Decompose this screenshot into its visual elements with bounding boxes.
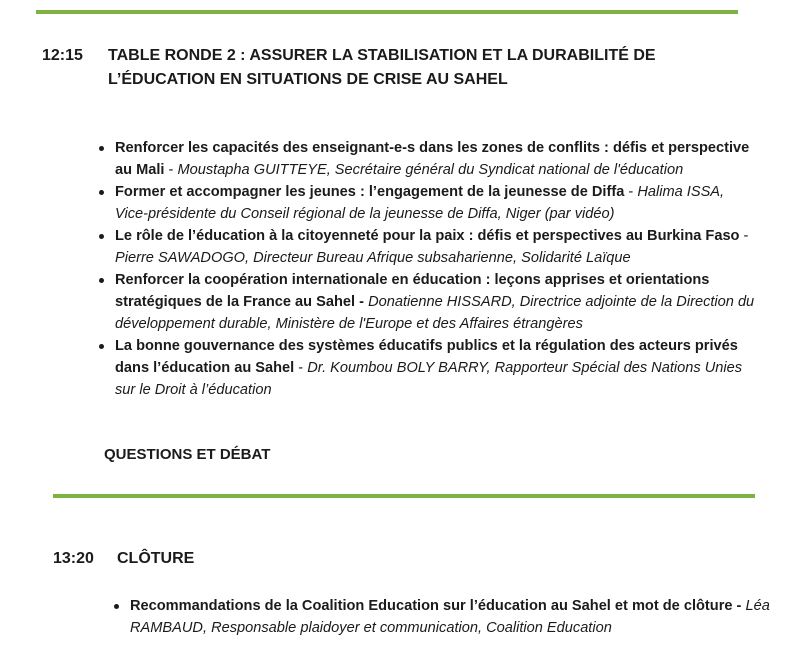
section-divider xyxy=(53,494,755,498)
talk-list xyxy=(130,595,770,639)
top-divider xyxy=(36,10,738,14)
talk-list xyxy=(115,137,755,401)
talk-separator: - xyxy=(739,228,749,244)
list-item xyxy=(115,335,755,401)
list-item xyxy=(115,225,755,269)
talk-speaker: Dr. Koumbou BOLY BARRY, Rapporteur Spécial des Nations Unies sur le Droit à l’éducation xyxy=(115,360,743,398)
talk-speaker: Donatienne HISSARD, Directrice adjointe de la Direction du développement durable, Ministère de l'Europe et des Affaires étrangères xyxy=(115,294,755,332)
list-item xyxy=(115,269,755,335)
talk-title: Renforcer la coopération internationale en éducation : leçons apprises et orientations stratégiques de la France au Sahel - xyxy=(115,272,710,310)
list-item xyxy=(115,181,755,225)
talk-title: Recommandations de la Coalition Education sur l’éducation au Sahel et mot de clôture - xyxy=(130,598,742,614)
talk-speaker: Halima ISSA, Vice-présidente du Conseil régional de la jeunesse de Diffa, Niger (par vidéo) xyxy=(115,184,725,222)
talk-title: Le rôle de l’éducation à la citoyenneté pour la paix : défis et perspectives au Burkina Faso xyxy=(115,228,740,244)
talk-title: Former et accompagner les jeunes : l’engagement de la jeunesse de Diffa xyxy=(115,184,625,200)
talk-title: La bonne gouvernance des systèmes éducatifs publics et la régulation des acteurs privés dans l’éducation au Sahel xyxy=(115,338,738,376)
talk-speaker: Léa RAMBAUD, Responsable plaidoyer et communication, Coalition Education xyxy=(130,598,770,636)
talk-title: Renforcer les capacités des enseignant-e-s dans les zones de conflits : défis et perspective au Mali xyxy=(115,140,750,178)
list-item xyxy=(115,137,755,181)
talk-separator: - xyxy=(294,360,308,376)
session-time: 12:15 xyxy=(42,47,83,64)
session-title: TABLE RONDE 2 : ASSURER LA STABILISATION ET LA DURABILITÉ DE L’ÉDUCATION EN SITUATIONS DE CRISE AU SAHEL xyxy=(108,47,656,88)
talk-speaker: Moustapha GUITTEYE, Secrétaire général du Syndicat national de l'éducation xyxy=(177,162,684,178)
talk-separator: - xyxy=(624,184,638,200)
session-title: CLÔTURE xyxy=(117,550,195,567)
questions-heading: QUESTIONS ET DÉBAT xyxy=(104,446,271,463)
talk-speaker: Pierre SAWADOGO, Directeur Bureau Afrique subsaharienne, Solidarité Laïque xyxy=(115,250,631,266)
list-item xyxy=(130,595,770,639)
session-time: 13:20 xyxy=(53,550,94,567)
talk-separator: - xyxy=(164,162,178,178)
